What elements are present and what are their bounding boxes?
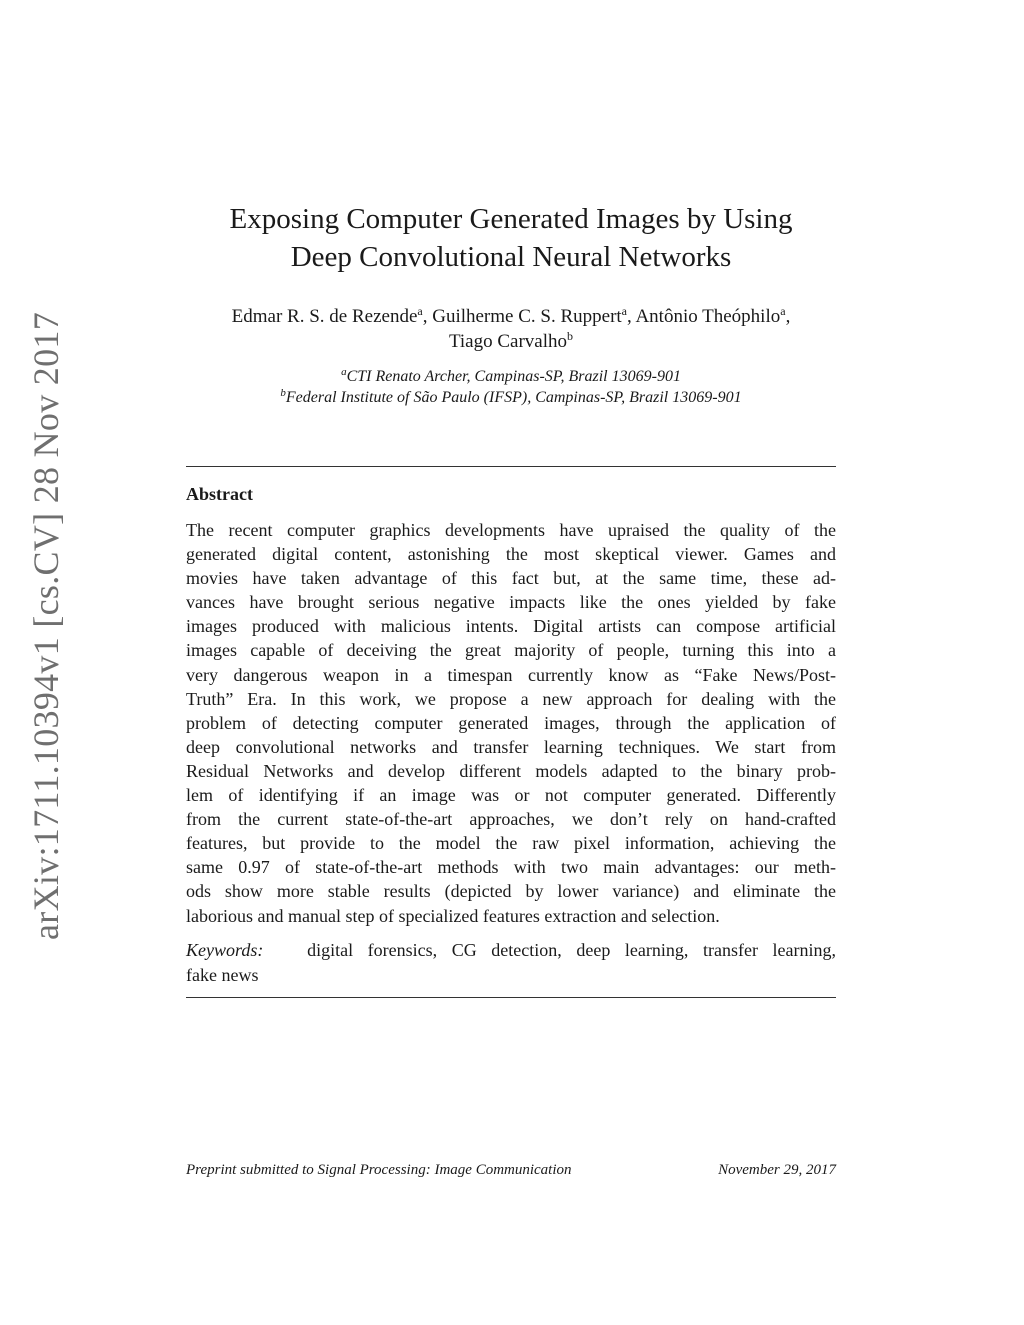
bottom-divider xyxy=(186,997,836,998)
affiliation-item xyxy=(176,388,846,409)
author-separator: , xyxy=(422,306,433,327)
affiliation-list xyxy=(176,367,846,409)
abstract-line: problem of detecting computer generated images, through the application of xyxy=(186,712,836,733)
abstract-line: movies have taken advantage of this fact but, at the same time, these ad- xyxy=(186,568,836,589)
abstract-line: Truth” Era. In this work, we propose a new approach for dealing with the xyxy=(186,688,836,709)
keywords-list: digital forensics, CG detection, deep learning, transfer learning, xyxy=(307,940,836,960)
title-line-2: Deep Convolutional Neural Networks xyxy=(290,241,732,273)
abstract-line: images produced with malicious intents. Digital artists can compose artificial xyxy=(186,616,836,637)
author-name: Guilherme C. S. Ruppert xyxy=(432,306,622,327)
author-name: Tiago Carvalho xyxy=(448,331,568,352)
author-affiliation-mark: a xyxy=(621,304,627,318)
author-affiliation-mark: a xyxy=(417,304,423,318)
abstract-line: lem of identifying if an image was or not computer generated. Differently xyxy=(186,785,836,806)
top-divider xyxy=(186,466,836,467)
preprint-note: Preprint submitted to Signal Processing: Image Communication xyxy=(186,1162,572,1178)
abstract-line: same 0.97 of state-of-the-art methods with two main advantages: our meth- xyxy=(186,857,836,878)
paper-title xyxy=(186,200,836,276)
affiliation-mark: a xyxy=(341,366,347,378)
abstract-line: images capable of deceiving the great majority of people, turning this into a xyxy=(186,640,836,661)
author-line-2 xyxy=(176,330,846,355)
affiliation-text: Federal Institute of São Paulo (IFSP), Campinas-SP, Brazil 13069-901 xyxy=(285,389,742,406)
author-line-1 xyxy=(176,305,846,330)
author-affiliation-mark: a xyxy=(780,304,786,318)
abstract-line: The recent computer graphics developments have upraised the quality of the xyxy=(186,520,836,540)
author-affiliation-mark: b xyxy=(567,329,574,343)
arxiv-stamp: arXiv:1711.10394v1 [cs.CV] 28 Nov 2017 xyxy=(26,311,66,940)
abstract-line: from the current state-of-the-art approaches, we don’t rely on hand-crafted xyxy=(186,809,836,830)
keywords-line-1 xyxy=(186,938,836,963)
author-list xyxy=(176,305,846,355)
affiliation-mark: b xyxy=(280,387,286,399)
preprint-date: November 29, 2017 xyxy=(718,1162,836,1178)
abstract-line: Residual Networks and develop different models adapted to the binary prob- xyxy=(186,760,836,781)
abstract-line: very dangerous weapon in a timespan currently know as “Fake News/Post- xyxy=(186,664,836,685)
title-line-1: Exposing Computer Generated Images by Using xyxy=(229,203,793,235)
keywords-label: Keywords: xyxy=(186,940,264,960)
abstract-line: vances have brought serious negative impacts like the ones yielded by fake xyxy=(186,592,836,613)
abstract-heading: Abstract xyxy=(186,484,253,504)
abstract-line: deep convolutional networks and transfer learning techniques. We start from xyxy=(186,736,836,757)
keywords-line-2: fake news xyxy=(186,964,259,985)
author-name: Antônio Theóphilo xyxy=(635,306,781,327)
keywords-block xyxy=(186,938,836,987)
abstract-line: ods show more stable results (depicted by lower variance) and eliminate the xyxy=(186,881,836,902)
abstract-line: features, but provide to the model the raw pixel information, achieving the xyxy=(186,833,836,854)
author-name: Edmar R. S. de Rezende xyxy=(231,306,418,327)
abstract-line: generated digital content, astonishing the most skeptical viewer. Games and xyxy=(186,544,836,565)
affiliation-text: CTI Renato Archer, Campinas-SP, Brazil 13069-901 xyxy=(346,368,681,385)
abstract-line: laborious and manual step of specialized features extraction and selection. xyxy=(186,905,720,926)
abstract-body xyxy=(186,518,836,928)
author-separator: , xyxy=(785,306,791,327)
affiliation-item xyxy=(176,367,846,388)
author-separator: , xyxy=(627,306,636,327)
